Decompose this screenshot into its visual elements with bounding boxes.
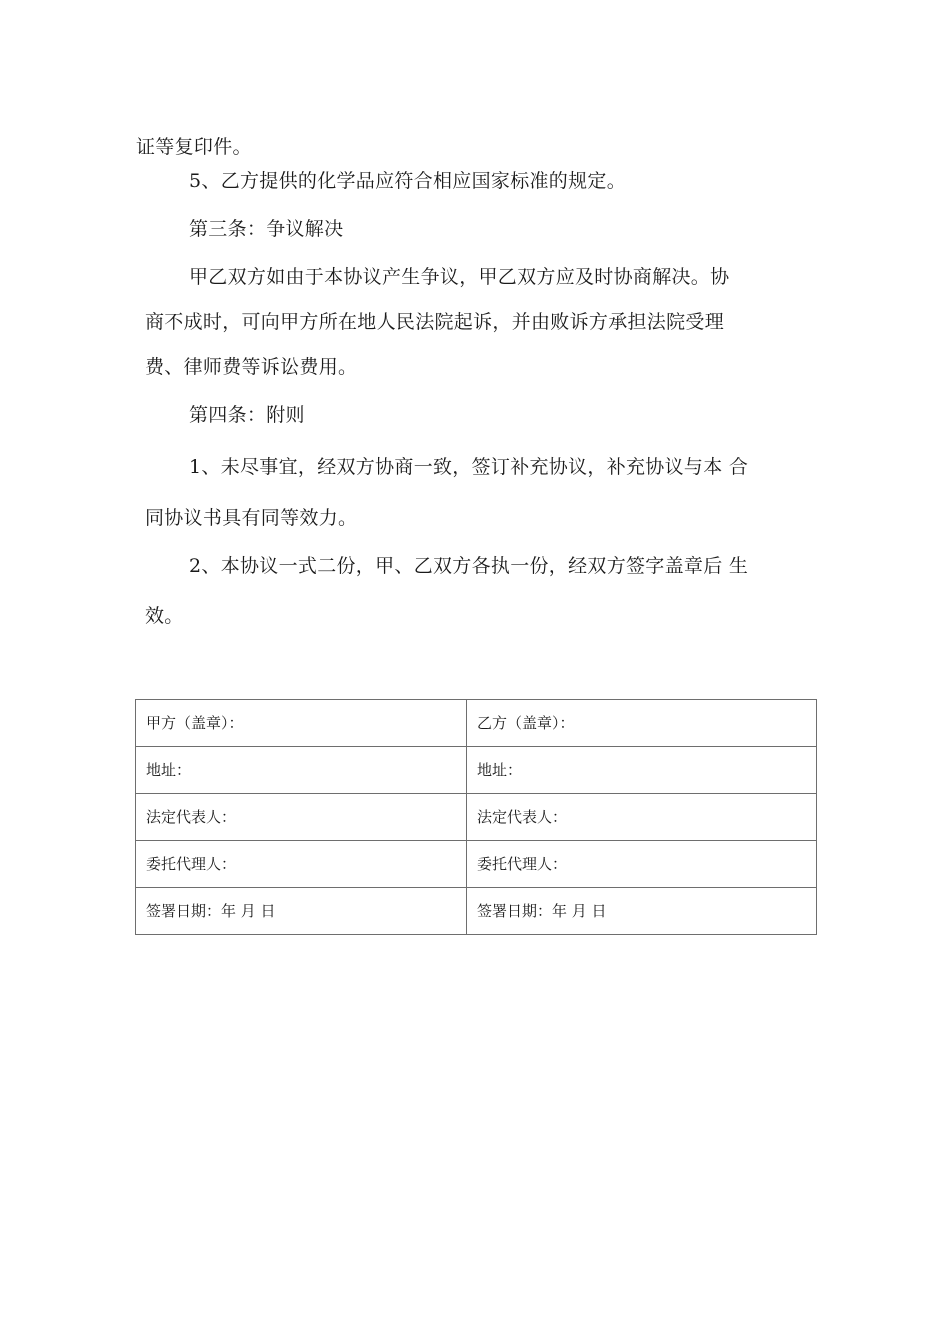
paragraph-line: 同协议书具有同等效力。	[145, 507, 358, 529]
party-a-date-cell: 签署日期：年 月 日	[136, 888, 467, 935]
party-b-agent-cell: 委托代理人：	[467, 841, 817, 888]
table-row	[136, 747, 817, 794]
paragraph-line: 效。	[145, 605, 184, 627]
table-row	[136, 841, 817, 888]
table-row	[136, 888, 817, 935]
party-a-agent-cell: 委托代理人：	[136, 841, 467, 888]
signature-table	[135, 699, 817, 935]
paragraph-line: 费、律师费等诉讼费用。	[145, 356, 358, 378]
party-b-date-cell: 签署日期：年 月 日	[467, 888, 817, 935]
section-heading-article-4: 第四条：附则	[189, 404, 305, 426]
paragraph-line: 证等复印件。	[136, 136, 252, 158]
party-a-legal-rep-cell: 法定代表人：	[136, 794, 467, 841]
party-b-legal-rep-cell: 法定代表人：	[467, 794, 817, 841]
clause-item-2: 2、本协议一式二份，甲、乙双方各执一份，经双方签字盖章后 生	[189, 555, 749, 577]
table-row	[136, 794, 817, 841]
clause-item-1: 1、未尽事宜，经双方协商一致，签订补充协议，补充协议与本 合	[189, 456, 749, 478]
section-heading-article-3: 第三条：争议解决	[189, 218, 344, 240]
paragraph-line: 商不成时，可向甲方所在地人民法院起诉，并由败诉方承担法院受理	[145, 311, 725, 333]
party-a-address-cell: 地址：	[136, 747, 467, 794]
party-a-seal-cell: 甲方（盖章）：	[136, 700, 467, 747]
paragraph-line: 甲乙双方如由于本协议产生争议，甲乙双方应及时协商解决。协	[189, 266, 730, 288]
party-b-seal-cell: 乙方（盖章）：	[467, 700, 817, 747]
clause-item-5: 5、乙方提供的化学品应符合相应国家标准的规定。	[189, 170, 626, 192]
table-row	[136, 700, 817, 747]
party-b-address-cell: 地址：	[467, 747, 817, 794]
